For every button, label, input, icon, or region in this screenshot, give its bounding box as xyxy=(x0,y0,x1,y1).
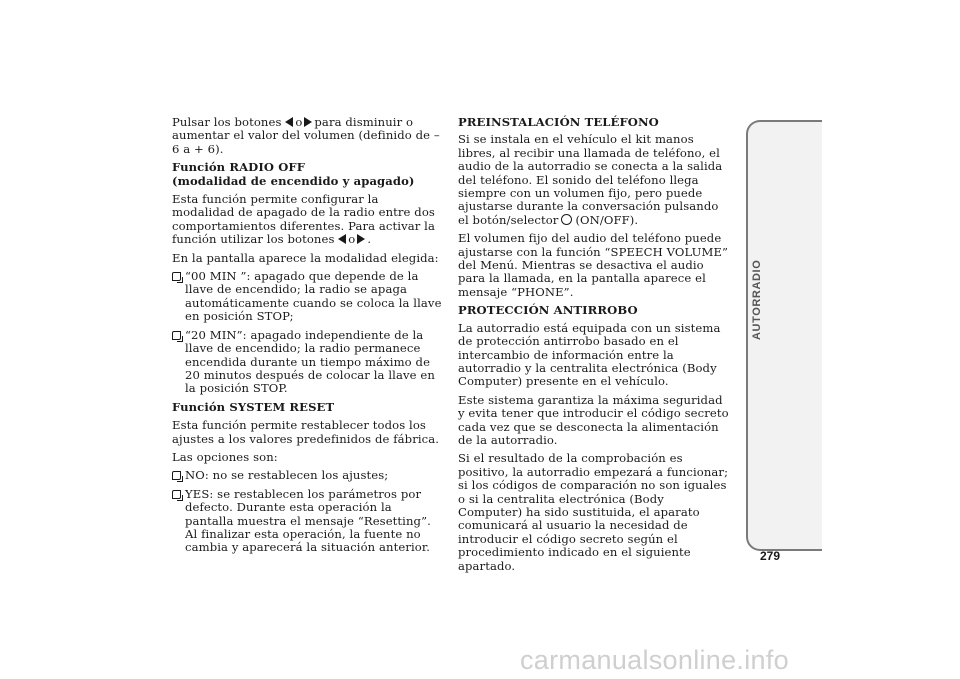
text-segment: Esta función permite configurar la modalidad de apagado de la radio entre dos comportamientos diferentes. Para activar la función utilizar los botones xyxy=(172,192,435,247)
list-item xyxy=(172,469,444,482)
arrow-right-icon xyxy=(357,234,365,244)
system-reset-paragraph: Esta función permite restablecer todos los ajustes a los valores predefinidos de fábrica. xyxy=(172,418,440,446)
text-segment: (ON/OFF). xyxy=(575,212,639,227)
arrow-left-icon xyxy=(338,234,346,244)
radio-off-subheading: (modalidad de encendido y apagado) xyxy=(172,173,415,188)
text-segment: para disminuir o aumentar el valor del volumen (definido de – 6 a + 6). xyxy=(172,115,440,156)
text-segment: o xyxy=(295,115,303,129)
list-item-text: NO: no se restablecen los ajustes; xyxy=(185,468,389,483)
volume-paragraph xyxy=(172,116,444,156)
checkbox-bullet-icon xyxy=(172,490,181,499)
radio-off-paragraph-2: En la pantalla aparece la modalidad elegida: xyxy=(172,250,439,265)
list-item-text: “20 MIN”: apagado independiente de la llave de encendido; la radio permanece encendida durante un tiempo máximo de 20 minutos después de colocar la llave en la posición STOP. xyxy=(185,327,435,396)
radio-off-paragraph xyxy=(172,193,444,247)
system-reset-heading: Función SYSTEM RESET xyxy=(172,399,335,414)
theft-paragraph: La autorradio está equipada con un sistema de protección antirrobo basado en el intercambio de información entre la autorradio y la centralita electrónica (Body Computer) presente en el vehículo. xyxy=(458,320,721,389)
list-item xyxy=(172,270,444,324)
text-segment: o xyxy=(348,232,356,247)
list-item xyxy=(172,329,444,396)
phone-heading: PREINSTALACIÓN TELÉFONO xyxy=(458,115,659,129)
system-reset-paragraph-2: Las opciones son: xyxy=(172,449,278,464)
arrow-right-icon xyxy=(304,117,312,127)
list-item-text: “00 MIN ”: apagado que depende de la llave de encendido; la radio se apaga automáticamente cuando se coloca la llave en posición STOP; xyxy=(185,269,442,324)
phone-paragraph-2: El volumen fijo del audio del teléfono puede ajustarse con la función “SPEECH VOLUME” del Menú. Mientras se desactiva el audio para la llamada, en la pantalla aparece el mensaje “PHONE”. xyxy=(458,231,729,299)
theft-paragraph-3: Si el resultado de la comprobación es positivo, la autorradio empezará a funcionar; si los códigos de comparación no son iguales o si la centralita electrónica (Body Computer) ha sido sustituida, el aparato comunicará al usuario la necesidad de introducir el código secreto según el procedimiento indicado en el siguiente apartado. xyxy=(458,451,729,573)
text-segment: Pulsar los botones xyxy=(172,115,282,129)
page-number: 279 xyxy=(760,549,781,563)
theft-heading: PROTECCIÓN ANTIRROBO xyxy=(458,303,638,318)
arrow-left-icon xyxy=(285,117,293,127)
section-label: AUTORRADIO xyxy=(751,259,763,340)
right-column xyxy=(458,116,730,578)
power-knob-icon xyxy=(561,214,572,225)
checkbox-bullet-icon xyxy=(172,471,181,480)
checkbox-bullet-icon xyxy=(172,272,181,281)
text-segment: . xyxy=(367,232,372,247)
text-segment: Si se instala en el vehículo el kit manos libres, al recibir una llamada de teléfono, el audio de la autorradio se conecta a la salida del teléfono. El sonido del teléfono llega siempre con un volumen fijo, pero puede ajustarse durante la conversación pulsando el botón/selector xyxy=(458,132,723,227)
theft-paragraph-2: Este sistema garantiza la máxima seguridad y evita tener que introducir el código secreto cada vez que se desconecta la alimentación de la autorradio. xyxy=(458,392,729,447)
radio-off-heading: Función RADIO OFF xyxy=(172,160,306,175)
list-item-text: YES: se restablecen los parámetros por defecto. Durante esta operación la pantalla muestra el mensaje “Resetting”. Al finalizar esta operación, la fuente no cambia y aparecerá la situación anterior. xyxy=(185,486,431,555)
phone-paragraph xyxy=(458,133,730,227)
list-item xyxy=(172,488,444,555)
left-column xyxy=(172,116,444,560)
checkbox-bullet-icon xyxy=(172,331,181,340)
watermark: carmanualsonline.info xyxy=(520,645,789,675)
